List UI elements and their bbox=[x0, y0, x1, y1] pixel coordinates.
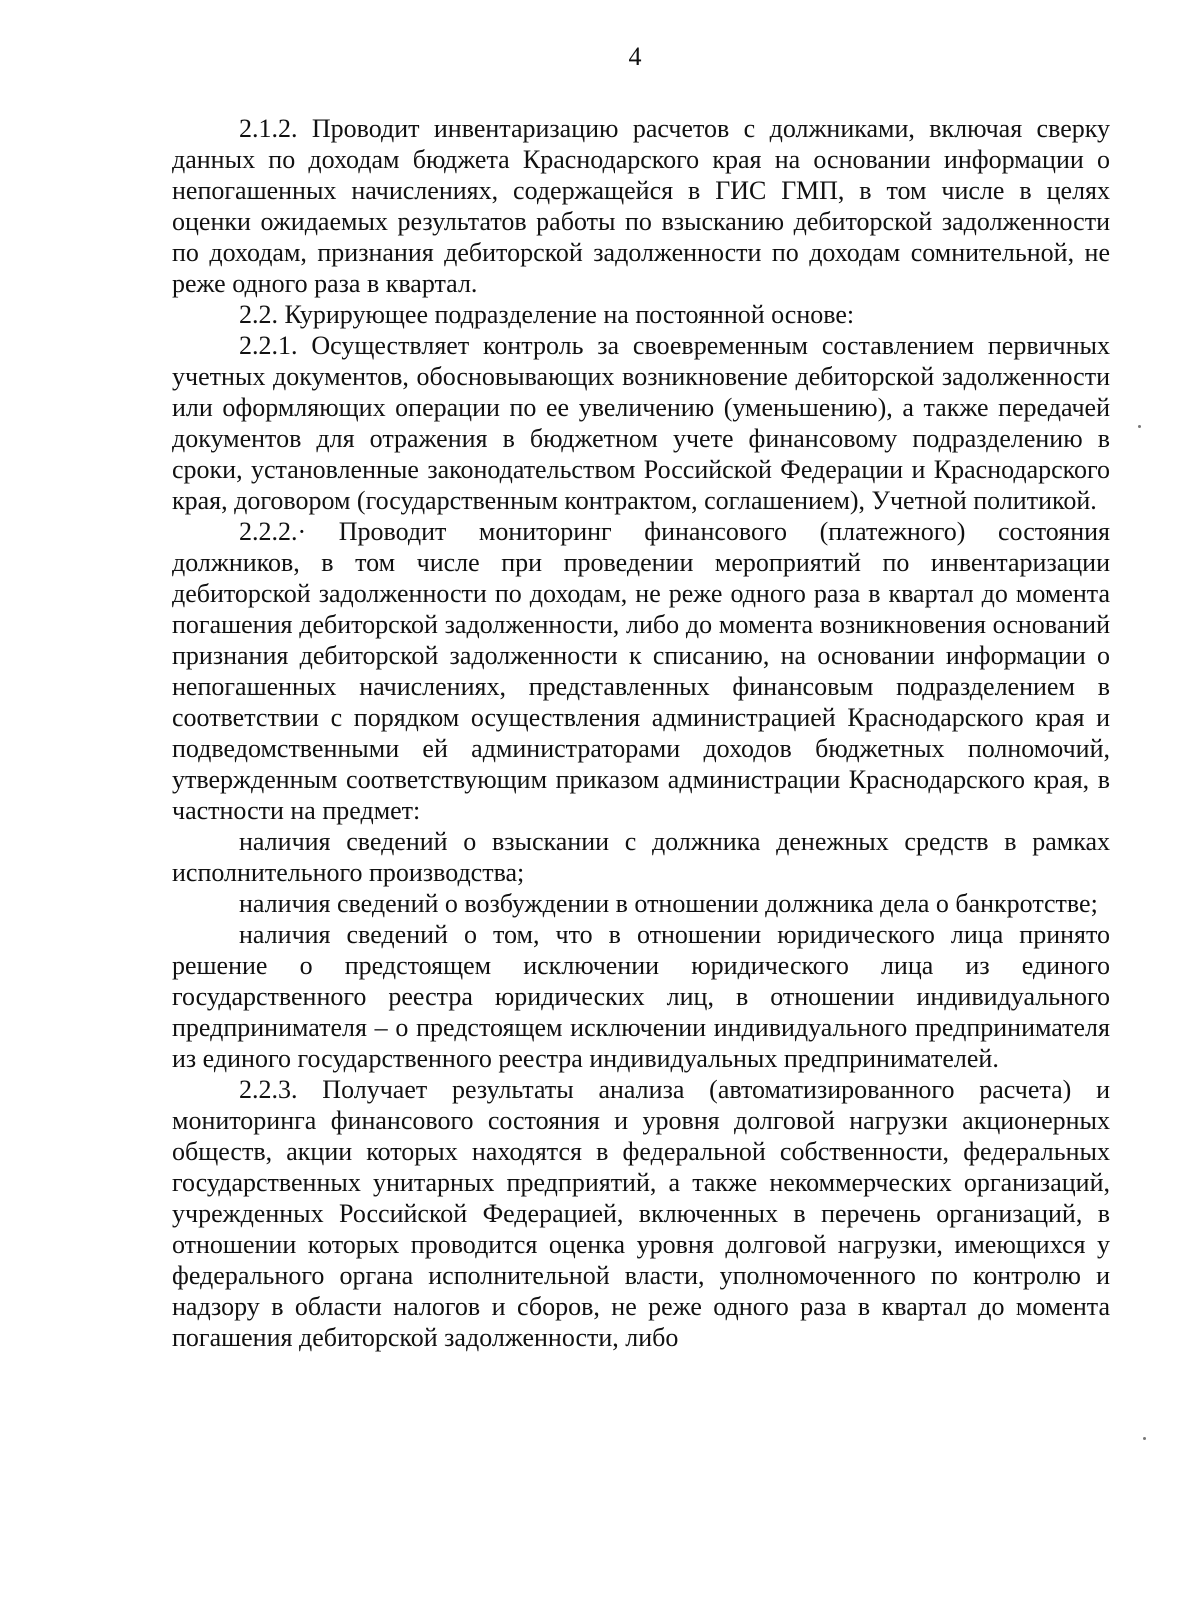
paragraph-bankruptcy: наличия сведений о возбуждении в отношении должника дела о банкротстве; bbox=[239, 889, 1098, 918]
scan-speck bbox=[1138, 425, 1141, 428]
page-number: 4 bbox=[628, 42, 642, 71]
paragraph-2-2-2: 2.2.2.· Проводит мониторинг финансового (платежного) состояния должников, в том числе при проведении мероприятий по инвентаризации дебиторской задолженности по доходам, не реже одного раза в квартал до момента погашения дебиторской задолженности, либо до момента возникновения оснований признания дебиторской задолженности к списанию, на основании информации о непогашенных начислениях, представленных финансовым подразделением в соответствии с порядком осуществления администрацией Краснодарского края и подведомственными ей администраторами доходов бюджетных полномочий, утвержденным соответствующим приказом администрации Краснодарского края, в частности на предмет: bbox=[172, 517, 1110, 825]
document-body bbox=[172, 113, 1110, 1353]
paragraph-register-exclusion: наличия сведений о том, что в отношении юридического лица принято решение о предстоящем исключении юридического лица из единого государственного реестра юридических лиц, в отношении индивидуального предпринимателя – о предстоящем исключении индивидуального предпринимателя из единого государственного реестра индивидуальных предпринимателей. bbox=[172, 920, 1110, 1073]
paragraph-2-1-2: 2.1.2. Проводит инвентаризацию расчетов с должниками, включая сверку данных по доходам бюджета Краснодарского края на основании информации о непогашенных начислениях, содержащейся в ГИС ГМП, в том числе в целях оценки ожидаемых результатов работы по взысканию дебиторской задолженности по доходам, признания дебиторской задолженности по доходам сомнительной, не реже одного раза в квартал. bbox=[172, 114, 1110, 298]
paragraph-enforcement-proceedings: наличия сведений о взыскании с должника денежных средств в рамках исполнительного производства; bbox=[172, 827, 1110, 887]
paragraph-2-2-1: 2.2.1. Осуществляет контроль за своевременным составлением первичных учетных документов, обосновывающих возникновение дебиторской задолженности или оформляющих операции по ее увеличению (уменьшению), а также передачей документов для отражения в бюджетном учете финансовому подразделению в сроки, установленные законодательством Российской Федерации и Краснодарского края, договором (государственным контрактом, соглашением), Учетной политикой. bbox=[172, 331, 1110, 515]
paragraph-2-2: 2.2. Курирующее подразделение на постоянной основе: bbox=[239, 300, 855, 329]
scan-speck bbox=[1143, 1437, 1146, 1440]
paragraph-2-2-3: 2.2.3. Получает результаты анализа (автоматизированного расчета) и мониторинга финансового состояния и уровня долговой нагрузки акционерных обществ, акции которых находятся в федеральной собственности, федеральных государственных унитарных предприятий, а также некоммерческих организаций, учрежденных Российской Федерацией, включенных в перечень организаций, в отношении которых проводится оценка уровня долговой нагрузки, имеющихся у федерального органа исполнительной власти, уполномоченного по контролю и надзору в области налогов и сборов, не реже одного раза в квартал до момента погашения дебиторской задолженности, либо bbox=[172, 1075, 1110, 1352]
